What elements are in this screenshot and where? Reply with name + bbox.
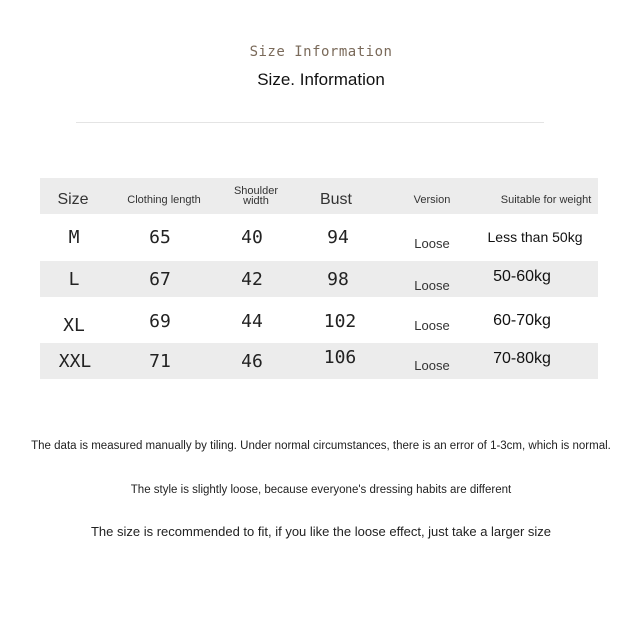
version-cell: Loose <box>414 235 450 251</box>
shoulder-cell: 42 <box>241 268 263 290</box>
weight-cell: 70-80kg <box>493 350 551 367</box>
weight-cell: 50-60kg <box>493 268 551 285</box>
section-title: Size. Information <box>257 70 385 89</box>
column-header-bust: Bust <box>319 191 352 208</box>
section-subtitle: Size Information <box>249 44 393 60</box>
size-cell: XL <box>63 314 85 336</box>
bust-cell: 102 <box>323 310 357 332</box>
length-cell: 69 <box>149 310 171 332</box>
column-header-shoulder: Shoulder width <box>233 185 279 207</box>
table-row <box>40 302 598 340</box>
bust-cell: 98 <box>327 268 349 290</box>
version-cell: Loose <box>414 357 450 373</box>
size-cell: L <box>68 268 80 290</box>
version-cell: Loose <box>414 317 450 333</box>
table-header-row <box>40 178 598 214</box>
column-header-weight: Suitable for weight <box>500 194 592 206</box>
bust-cell: 106 <box>323 346 357 368</box>
column-header-length: Clothing length <box>127 194 201 206</box>
size-cell: XXL <box>58 350 92 372</box>
weight-cell: Less than 50kg <box>487 229 583 245</box>
shoulder-cell: 44 <box>241 310 263 332</box>
column-header-size: Size <box>57 191 89 208</box>
shoulder-cell: 40 <box>241 226 263 248</box>
size-cell: M <box>68 226 80 248</box>
shoulder-cell: 46 <box>241 350 263 372</box>
note-size-advice: The size is recommended to fit, if you like the loose effect, just take a larger size <box>90 524 552 539</box>
note-fit-style: The style is slightly loose, because everyone's dressing habits are different <box>130 484 512 496</box>
note-measurement: The data is measured manually by tiling. Under normal circumstances, there is an error of 1-3cm, which is normal. <box>31 440 611 452</box>
version-cell: Loose <box>414 277 450 293</box>
title-divider <box>76 122 544 123</box>
length-cell: 65 <box>149 226 171 248</box>
length-cell: 71 <box>149 350 171 372</box>
length-cell: 67 <box>149 268 171 290</box>
table-row <box>40 261 598 297</box>
weight-cell: 60-70kg <box>493 312 551 329</box>
table-row <box>40 218 598 256</box>
table-row <box>40 343 598 379</box>
bust-cell: 94 <box>327 226 349 248</box>
column-header-version: Version <box>413 194 451 206</box>
